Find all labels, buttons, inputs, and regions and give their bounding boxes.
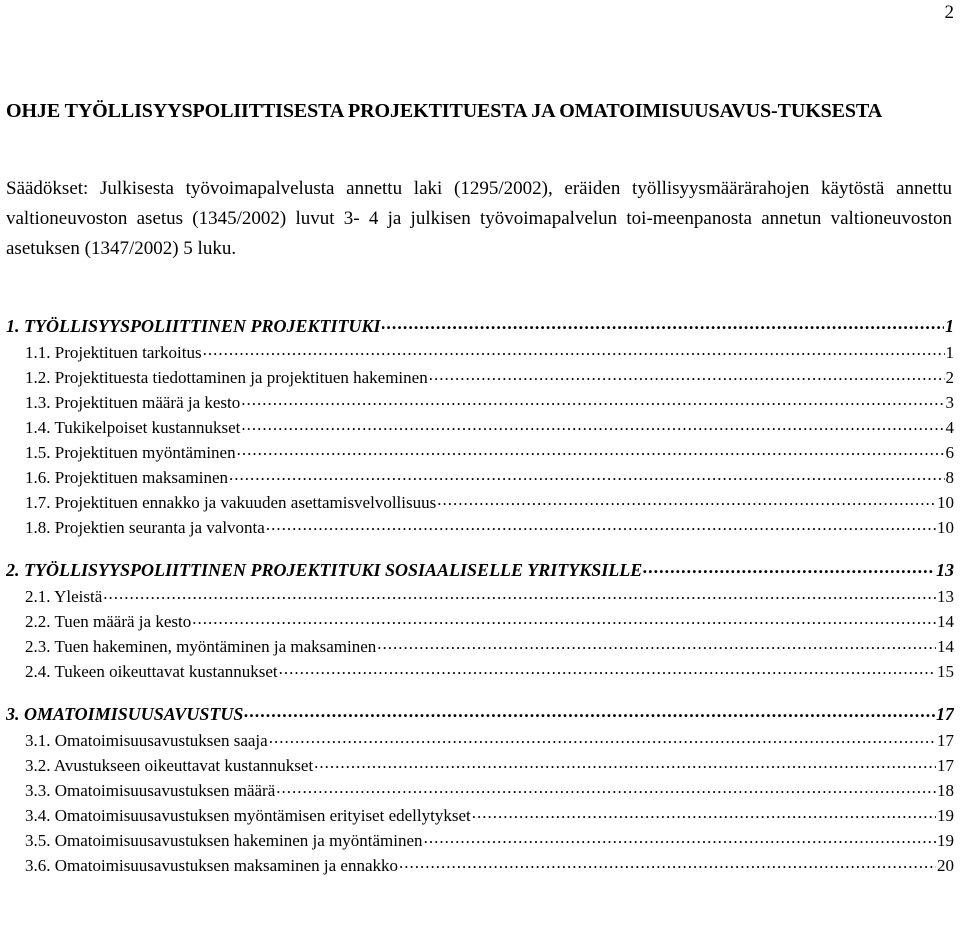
toc-entry-label: Projektien seuranta ja valvonta	[54, 518, 265, 537]
toc-entry-title	[25, 662, 278, 682]
toc-leader-dots	[472, 804, 936, 821]
toc-entry-label: TYÖLLISYYSPOLIITTINEN PROJEKTITUKI	[24, 316, 381, 336]
toc-entry-label: Omatoimisuusavustuksen hakeminen ja myöntäminen	[54, 831, 423, 850]
toc-entry-label: Omatoimisuusavustuksen määrä	[54, 781, 276, 800]
toc-entry-page: 6	[945, 443, 954, 462]
toc-item-row[interactable]	[6, 804, 954, 829]
toc-entry-title	[25, 831, 423, 851]
toc-leader-dots	[241, 416, 944, 433]
toc-entry-number: 2.4.	[25, 662, 51, 681]
toc-entry-number: 3.4.	[25, 806, 51, 825]
toc-leader-dots	[103, 585, 936, 602]
toc-entry-title	[6, 560, 642, 581]
toc-entry-label: Omatoimisuusavustuksen saaja	[54, 731, 268, 750]
toc-entry-page: 13	[937, 587, 954, 606]
toc-item-row[interactable]	[6, 585, 954, 610]
toc-entry-title	[25, 781, 275, 801]
toc-entry-number: 1.7.	[25, 493, 51, 512]
toc-entry-title	[25, 637, 376, 657]
toc-entry-page: 1	[945, 316, 954, 336]
toc-leader-dots	[237, 441, 945, 458]
toc-leader-dots	[244, 702, 935, 720]
toc-entry-number: 3.2.	[25, 756, 51, 775]
toc-entry-number: 3.6.	[25, 856, 51, 875]
toc-leader-dots	[399, 854, 936, 871]
toc-item-row[interactable]	[6, 779, 954, 804]
toc-entry-number: 1.5.	[25, 443, 51, 462]
toc-entry-number: 1.2.	[25, 368, 51, 387]
toc-item-row[interactable]	[6, 416, 954, 441]
toc-item-row[interactable]	[6, 660, 954, 685]
toc-entry-number: 1.	[6, 316, 20, 336]
toc-entry-page: 13	[936, 560, 954, 580]
toc-item-row[interactable]	[6, 341, 954, 366]
toc-entry-page: 3	[945, 393, 954, 412]
toc-item-row[interactable]	[6, 391, 954, 416]
toc-entry-page: 14	[937, 637, 954, 656]
toc-entry-label: Tuen hakeminen, myöntäminen ja maksaminen	[54, 637, 377, 656]
toc-entry-title	[25, 856, 398, 876]
toc-entry-label: Tuen määrä ja kesto	[54, 612, 192, 631]
toc-entry-label: Tukeen oikeuttavat kustannukset	[54, 662, 278, 681]
toc-item-row[interactable]	[6, 635, 954, 660]
toc-entry-page: 10	[937, 493, 954, 512]
toc-leader-dots	[241, 391, 944, 408]
toc-entry-title	[25, 731, 268, 751]
toc-leader-dots	[643, 558, 935, 576]
toc-item-row[interactable]	[6, 366, 954, 391]
toc-entry-number: 1.3.	[25, 393, 51, 412]
toc-entry-page: 17	[936, 704, 954, 724]
toc-entry-number: 1.8.	[25, 518, 51, 537]
toc-entry-title	[25, 612, 191, 632]
toc-entry-page: 4	[945, 418, 954, 437]
toc-item-row[interactable]	[6, 610, 954, 635]
toc-entry-title	[25, 393, 240, 413]
toc-entry-number: 1.4.	[25, 418, 51, 437]
toc-entry-page: 15	[937, 662, 954, 681]
toc-entry-label: Projektituen määrä ja kesto	[54, 393, 241, 412]
toc-item-row[interactable]	[6, 854, 954, 879]
toc-item-row[interactable]	[6, 441, 954, 466]
toc-entry-page: 1	[945, 343, 954, 362]
toc-entry-page: 17	[937, 731, 954, 750]
toc-entry-number: 2.	[6, 560, 20, 580]
toc-section-row[interactable]	[6, 314, 954, 341]
toc-item-row[interactable]	[6, 829, 954, 854]
toc-leader-dots	[269, 729, 936, 746]
toc-entry-page: 19	[937, 831, 954, 850]
toc-leader-dots	[266, 516, 936, 533]
toc-entry-title	[25, 468, 228, 488]
toc-entry-title	[25, 418, 240, 438]
toc-leader-dots	[437, 491, 936, 508]
toc-entry-label: OMATOIMISUUSAVUSTUS	[24, 704, 244, 724]
toc-item-row[interactable]	[6, 491, 954, 516]
toc-entry-label: Avustukseen oikeuttavat kustannukset	[53, 756, 314, 775]
toc-entry-label: Tukikelpoiset kustannukset	[54, 418, 241, 437]
toc-spacer	[6, 541, 954, 558]
toc-entry-title	[25, 343, 202, 363]
toc-entry-label: Omatoimisuusavustuksen myöntämisen erityiset edellytykset	[54, 806, 471, 825]
toc-entry-label: Projektituen ennakko ja vakuuden asettamisvelvollisuus	[54, 493, 437, 512]
toc-entry-label: Yleistä	[54, 587, 103, 606]
toc-entry-page: 18	[937, 781, 954, 800]
toc-item-row[interactable]	[6, 754, 954, 779]
toc-leader-dots	[203, 341, 945, 358]
toc-entry-number: 2.2.	[25, 612, 51, 631]
toc-leader-dots	[382, 314, 944, 332]
table-of-contents	[6, 314, 954, 879]
toc-entry-title	[25, 518, 265, 538]
toc-entry-label: Omatoimisuusavustuksen maksaminen ja ennakko	[54, 856, 398, 875]
intro-paragraph: Säädökset: Julkisesta työvoimapalvelusta annettu laki (1295/2002), eräiden työllisyysmäärärahojen käytöstä annettu valtioneuvoston asetus (1345/2002) luvut 3- 4 ja julkisen työvoimapalvelun toi-meenpanosta annetun valtioneuvoston asetuksen (1347/2002) 5 luku.	[6, 178, 952, 259]
toc-entry-title	[25, 368, 428, 388]
toc-spacer	[6, 685, 954, 702]
toc-entry-title	[25, 587, 102, 607]
toc-entry-title	[25, 806, 471, 826]
toc-leader-dots	[279, 660, 936, 677]
toc-leader-dots	[429, 366, 945, 383]
toc-leader-dots	[276, 779, 936, 796]
toc-entry-number: 3.3.	[25, 781, 51, 800]
toc-entry-number: 2.3.	[25, 637, 51, 656]
toc-leader-dots	[192, 610, 936, 627]
toc-entry-page: 10	[937, 518, 954, 537]
toc-entry-number: 3.1.	[25, 731, 51, 750]
toc-item-row[interactable]	[6, 516, 954, 541]
toc-entry-page: 20	[937, 856, 954, 875]
toc-entry-title	[25, 443, 236, 463]
toc-entry-label: Projektituen myöntäminen	[54, 443, 236, 462]
toc-section-row[interactable]	[6, 558, 954, 585]
toc-entry-page: 17	[937, 756, 954, 775]
toc-entry-title	[6, 316, 381, 337]
toc-entry-number: 2.1.	[25, 587, 51, 606]
toc-item-row[interactable]	[6, 466, 954, 491]
toc-entry-page: 19	[937, 806, 954, 825]
toc-entry-number: 1.1.	[25, 343, 51, 362]
toc-entry-label: Projektituen maksaminen	[54, 468, 229, 487]
page-number: 2	[944, 2, 954, 23]
toc-leader-dots	[377, 635, 936, 652]
toc-entry-number: 3.	[6, 704, 20, 724]
toc-section-row[interactable]	[6, 702, 954, 729]
toc-entry-number: 3.5.	[25, 831, 51, 850]
toc-leader-dots	[229, 466, 944, 483]
toc-entry-label: Projektituesta tiedottaminen ja projektituen hakeminen	[54, 368, 428, 387]
toc-entry-title	[25, 756, 313, 776]
toc-item-row[interactable]	[6, 729, 954, 754]
toc-entry-label: Projektituen tarkoitus	[54, 343, 202, 362]
toc-entry-page: 14	[937, 612, 954, 631]
toc-entry-title	[25, 493, 436, 513]
toc-entry-title	[6, 704, 243, 725]
toc-entry-number: 1.6.	[25, 468, 51, 487]
toc-entry-page: 2	[945, 368, 954, 387]
toc-entry-label: TYÖLLISYYSPOLIITTINEN PROJEKTITUKI SOSIAALISELLE YRITYKSILLE	[24, 560, 643, 580]
document-title: OHJE TYÖLLISYYSPOLIITTISESTA PROJEKTITUESTA JA OMATOIMISUUSAVUS-TUKSESTA	[6, 100, 883, 122]
toc-leader-dots	[424, 829, 936, 846]
toc-entry-page: 8	[945, 468, 954, 487]
toc-leader-dots	[314, 754, 936, 771]
